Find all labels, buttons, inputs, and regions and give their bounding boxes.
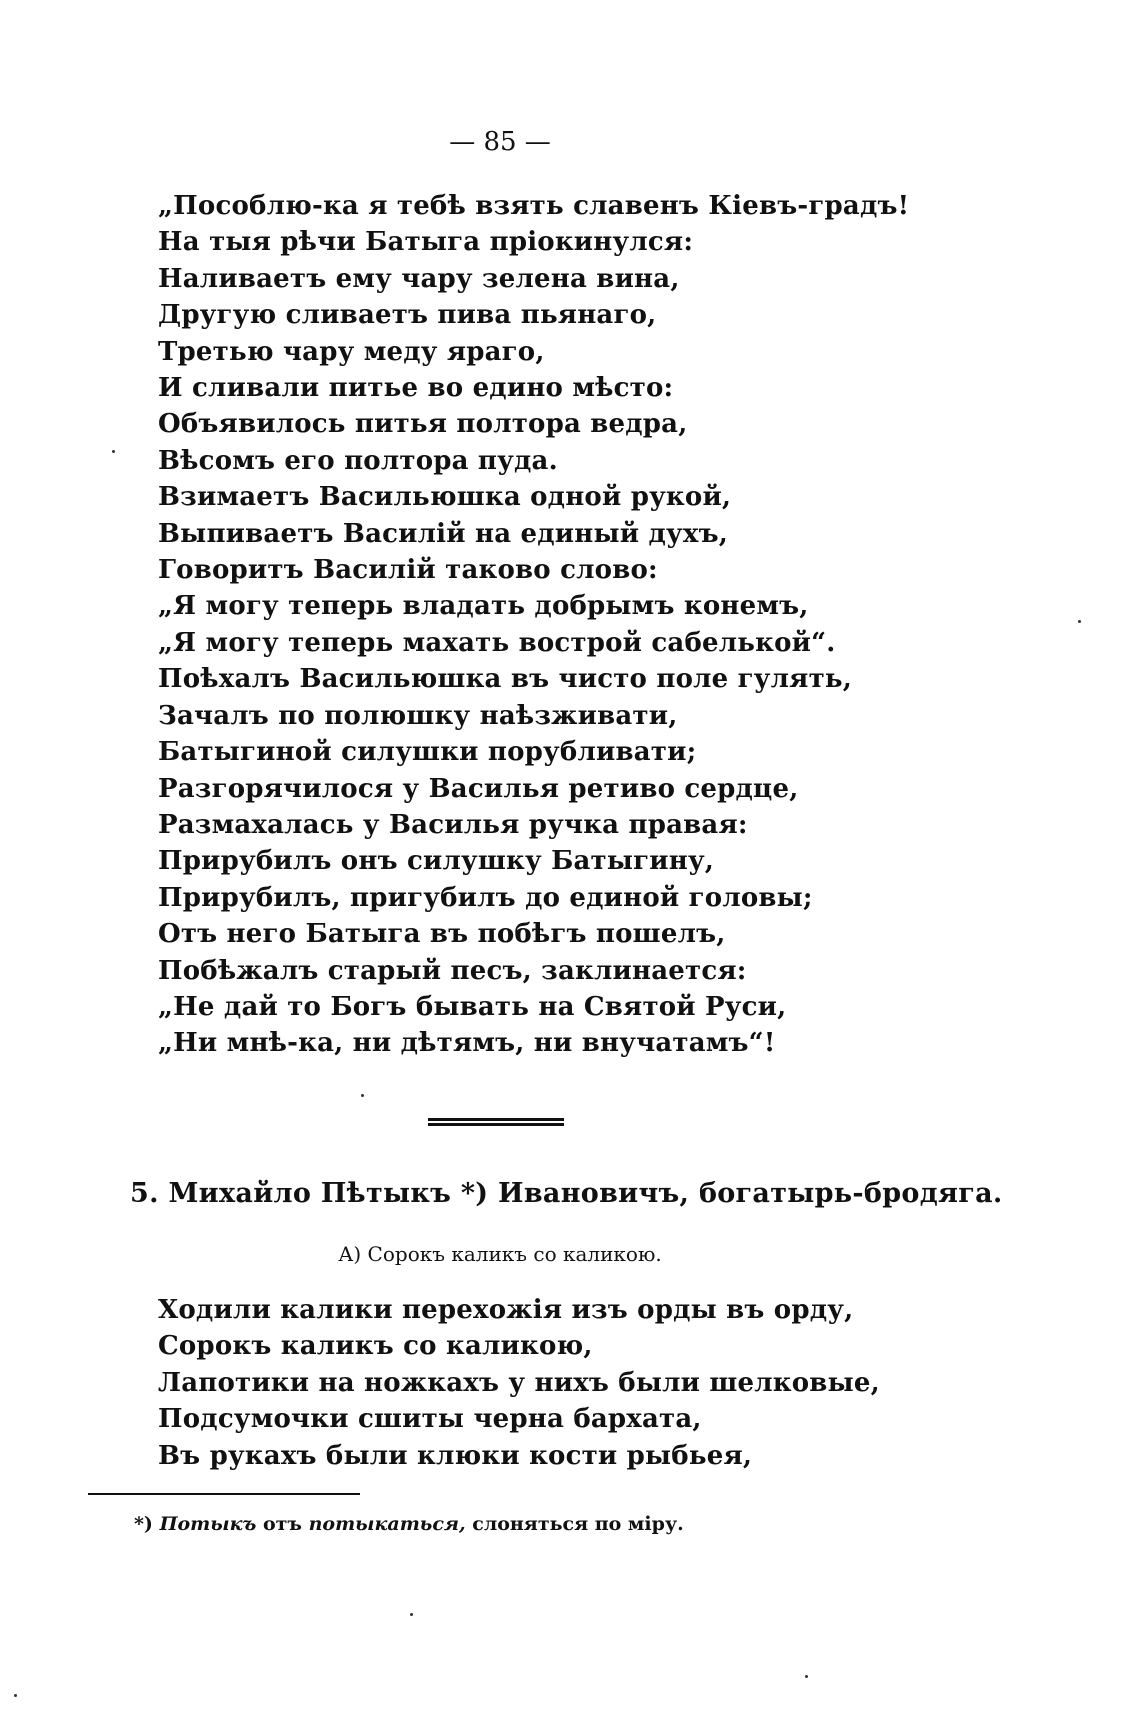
print-speck — [410, 1613, 413, 1616]
verse-line: Прирубилъ онъ силушку Батыгину, — [158, 846, 715, 877]
verse-line: Отъ него Батыга въ побѣгъ пошелъ, — [158, 919, 726, 950]
print-speck — [805, 1675, 808, 1678]
verse-block-bottom — [158, 1292, 880, 1474]
verse-line: Батыгиной силушки порубливати; — [158, 737, 697, 768]
print-speck — [14, 1694, 17, 1697]
footnote-middle: отъ — [262, 1513, 302, 1535]
verse-line: Третью чару меду яраго, — [158, 336, 545, 367]
print-speck — [112, 450, 115, 453]
verse-line: Выпиваетъ Василій на единый духъ, — [158, 518, 728, 549]
verse-line: Въ рукахъ были клюки кости рыбьея, — [158, 1440, 753, 1471]
verse-line: Лапотики на ножкахъ у нихъ были шелковые, — [158, 1367, 880, 1398]
verse-line: Сорокъ каликъ со каликою, — [158, 1331, 593, 1362]
verse-line: Наливаетъ ему чару зелена вина, — [158, 263, 680, 294]
print-speck — [1078, 620, 1081, 623]
verse-line: Поѣхалъ Васильюшка въ чисто поле гулять, — [158, 664, 852, 695]
verse-line: Говоритъ Василій таково слово: — [158, 555, 658, 586]
section-divider — [428, 1118, 564, 1126]
verse-line: Зачалъ по полюшку наѣзживати, — [158, 700, 678, 731]
verse-line: И сливали питье во едино мѣсто: — [158, 373, 674, 404]
verse-line: Размахалась у Василья ручка правая: — [158, 809, 748, 840]
section-heading: 5. Михайло Пѣтыкъ *) Ивановичъ, богатырь-бродяга. — [130, 1178, 1003, 1209]
verse-line: „Я могу теперь владать добрымъ конемъ, — [158, 591, 809, 622]
verse-line: Другую сливаетъ пива пьянаго, — [158, 300, 657, 331]
footnote-term: Потыкъ — [159, 1513, 257, 1535]
verse-line: Вѣсомъ его полтора пуда. — [158, 445, 558, 476]
verse-block-top — [158, 188, 909, 1062]
section-subheading: А) Сорокъ каликъ со каликою. — [338, 1242, 662, 1266]
footnote — [134, 1513, 684, 1535]
footnote-rule — [88, 1493, 360, 1495]
verse-line: Взимаетъ Васильюшка одной рукой, — [158, 482, 732, 513]
verse-line: Ходили калики перехожія изъ орды въ орду, — [158, 1295, 854, 1325]
verse-line: Прирубилъ, пригубилъ до единой головы; — [158, 882, 813, 913]
verse-line: Подсумочки сшиты черна бархата, — [158, 1404, 702, 1435]
verse-line: Объявилось питья полтора ведра, — [158, 409, 688, 440]
verse-line: Побѣжалъ старый песъ, заклинается: — [158, 955, 747, 986]
verse-line: Разгорячилося у Василья ретиво сердце, — [158, 773, 799, 804]
page-number: — 85 — — [449, 127, 551, 157]
verse-line: „Ни мнѣ-ка, ни дѣтямъ, ни внучатамъ“! — [158, 1028, 776, 1059]
verse-line: „Не дай то Богъ бывать на Святой Руси, — [158, 991, 787, 1022]
footnote-rest: слоняться по міру. — [472, 1513, 684, 1535]
verse-line: На тыя рѣчи Батыга пріокинулся: — [158, 227, 694, 258]
print-speck — [361, 1094, 364, 1097]
footnote-marker: *) — [134, 1513, 153, 1535]
verse-line: „Пособлю-ка я тебѣ взять славенъ Кіевъ-градъ! — [158, 191, 910, 221]
footnote-source: потыкаться, — [308, 1513, 466, 1535]
verse-line: „Я могу теперь махать вострой сабелькой“. — [158, 627, 836, 658]
